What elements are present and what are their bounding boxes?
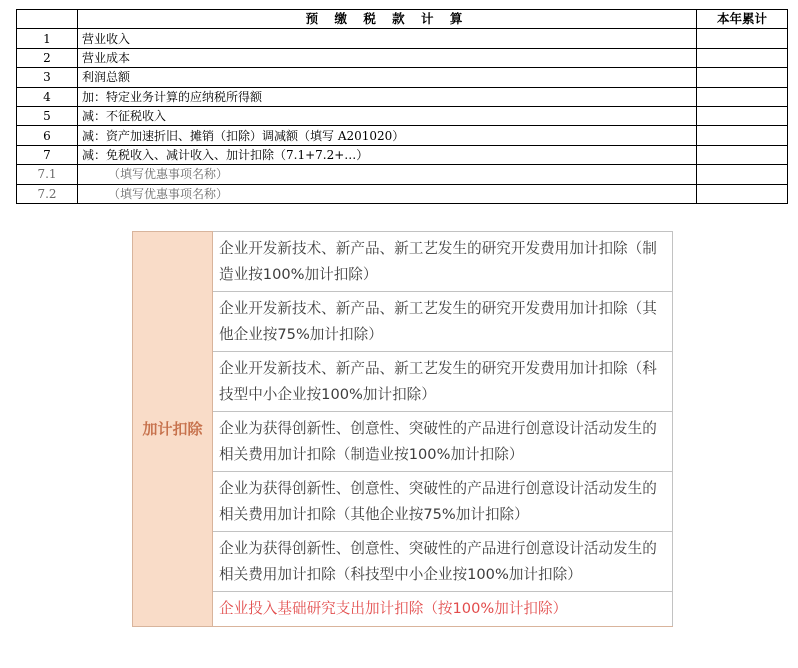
additional-deduction-table [132, 231, 673, 627]
annual-value-cell[interactable] [697, 48, 788, 67]
annual-cumulative-header: 本年累计 [697, 10, 788, 29]
row-label: 减：免税收入、减计收入、加计扣除（7.1+7.2+…） [78, 145, 697, 164]
row-label: （填写优惠事项名称） [78, 165, 697, 184]
row-number: 1 [17, 29, 78, 48]
row-number: 7.2 [17, 184, 78, 203]
annual-value-cell[interactable] [697, 165, 788, 184]
deduction-item: 企业为获得创新性、创意性、突破性的产品进行创意设计活动发生的相关费用加计扣除（制造业按100%加计扣除） [213, 412, 673, 472]
form-row [17, 68, 788, 87]
row-label: 加：特定业务计算的应纳税所得额 [78, 87, 697, 106]
deduction-row [133, 472, 673, 532]
row-number: 7 [17, 145, 78, 164]
row-number: 5 [17, 106, 78, 125]
deduction-item-highlighted: 企业投入基础研究支出加计扣除（按100%加计扣除） [213, 592, 673, 627]
annual-value-cell[interactable] [697, 68, 788, 87]
deduction-item: 企业开发新技术、新产品、新工艺发生的研究开发费用加计扣除（科技型中小企业按100%加计扣除） [213, 352, 673, 412]
deduction-category-label: 加计扣除 [133, 232, 213, 627]
deduction-row [133, 592, 673, 627]
form-row [17, 48, 788, 67]
form-row-sub [17, 165, 788, 184]
row-label: 利润总额 [78, 68, 697, 87]
row-label: 营业收入 [78, 29, 697, 48]
form-row [17, 126, 788, 145]
form-header-row [17, 10, 788, 29]
form-row [17, 87, 788, 106]
form-row [17, 145, 788, 164]
deduction-row [133, 412, 673, 472]
row-number-header [17, 10, 78, 29]
deduction-item: 企业开发新技术、新产品、新工艺发生的研究开发费用加计扣除（制造业按100%加计扣除） [213, 232, 673, 292]
row-number: 2 [17, 48, 78, 67]
row-number: 3 [17, 68, 78, 87]
row-label: （填写优惠事项名称） [78, 184, 697, 203]
row-label: 营业成本 [78, 48, 697, 67]
annual-value-cell[interactable] [697, 87, 788, 106]
deduction-item: 企业开发新技术、新产品、新工艺发生的研究开发费用加计扣除（其他企业按75%加计扣除） [213, 292, 673, 352]
annual-value-cell[interactable] [697, 145, 788, 164]
deduction-item: 企业为获得创新性、创意性、突破性的产品进行创意设计活动发生的相关费用加计扣除（科技型中小企业按100%加计扣除） [213, 532, 673, 592]
form-title: 预 缴 税 款 计 算 [78, 10, 697, 29]
deduction-row [133, 352, 673, 412]
annual-value-cell[interactable] [697, 29, 788, 48]
row-label: 减：不征税收入 [78, 106, 697, 125]
row-number: 7.1 [17, 165, 78, 184]
deduction-row [133, 532, 673, 592]
form-row-sub [17, 184, 788, 203]
deduction-row [133, 232, 673, 292]
row-number: 4 [17, 87, 78, 106]
deduction-row [133, 292, 673, 352]
annual-value-cell[interactable] [697, 184, 788, 203]
form-row [17, 106, 788, 125]
form-row [17, 29, 788, 48]
row-number: 6 [17, 126, 78, 145]
annual-value-cell[interactable] [697, 106, 788, 125]
prepaid-tax-form-table [16, 9, 788, 204]
annual-value-cell[interactable] [697, 126, 788, 145]
row-label: 减：资产加速折旧、摊销（扣除）调减额（填写 A201020） [78, 126, 697, 145]
deduction-item: 企业为获得创新性、创意性、突破性的产品进行创意设计活动发生的相关费用加计扣除（其他企业按75%加计扣除） [213, 472, 673, 532]
